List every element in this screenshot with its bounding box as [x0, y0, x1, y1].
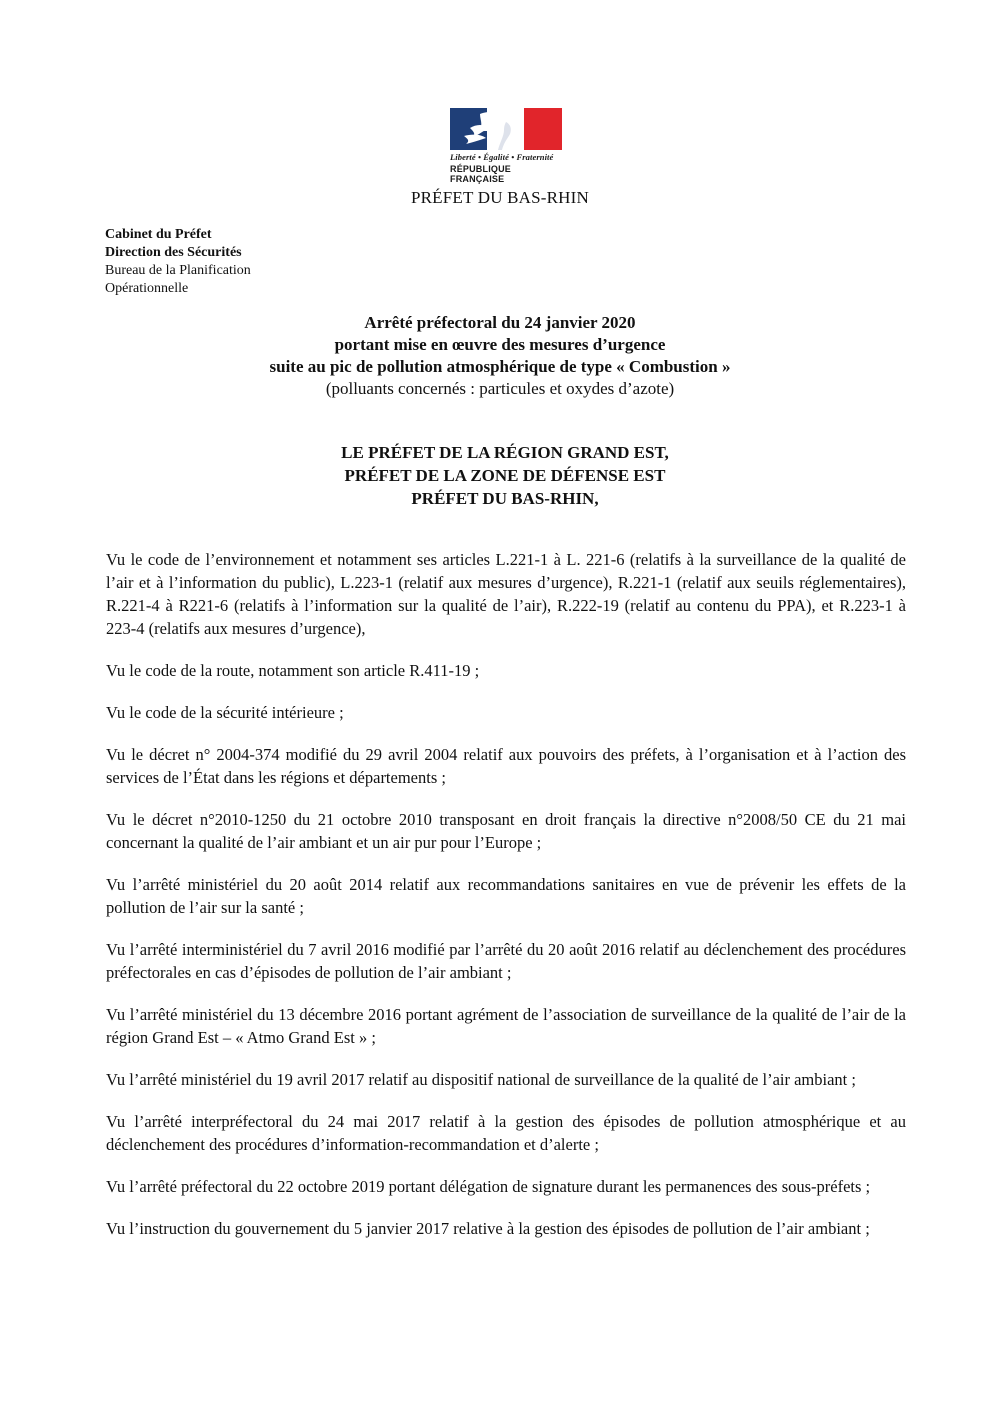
consideration-paragraph: Vu le décret n°2010-1250 du 21 octobre 2010 transposant en droit français la directive n°2008/50 CE du 21 mai concernant la qualité de l’air ambiant et un air pur pour l’Europe ;	[106, 810, 906, 852]
consideration-paragraph: Vu l’instruction du gouvernement du 5 janvier 2017 relative à la gestion des épisodes de pollution de l’air ambiant ;	[106, 1219, 870, 1238]
authority-line: PRÉFET DU BAS-RHIN,	[411, 489, 599, 508]
consideration-paragraph: Vu l’arrêté interpréfectoral du 24 mai 2017 relatif à la gestion des épisodes de pollution atmosphérique et au déclenchement des procédures d’information-recommandation et d’alerte ;	[106, 1112, 906, 1154]
sender-block	[105, 226, 251, 298]
authority-heading	[0, 441, 1000, 510]
title-line: portant mise en œuvre des mesures d’urgence	[334, 335, 666, 354]
consideration-paragraph: Vu le code de la sécurité intérieure ;	[106, 703, 344, 722]
authority-line: PRÉFET DE LA ZONE DE DÉFENSE EST	[344, 466, 666, 485]
title-line: suite au pic de pollution atmosphérique de type « Combustion »	[269, 357, 731, 376]
title-subline: (polluants concernés : particules et oxydes d’azote)	[325, 379, 675, 398]
republic-name: RÉPUBLIQUE FRANÇAISE	[450, 164, 512, 184]
consideration-paragraph: Vu l’arrêté interministériel du 7 avril 2016 modifié par l’arrêté du 20 août 2016 relatif au déclenchement des procédures préfectorales en cas d’épisodes de pollution de l’air ambiant ;	[106, 940, 906, 982]
consideration-paragraph: Vu l’arrêté ministériel du 13 décembre 2016 portant agrément de l’association de surveillance de la qualité de l’air de la région Grand Est – « Atmo Grand Est » ;	[106, 1005, 906, 1047]
considerations-list	[106, 548, 906, 1259]
consideration-paragraph: Vu le code de l’environnement et notamment ses articles L.221-1 à L. 221-6 (relatifs à la surveillance de la qualité de l’air et à l’information du public), L.223-1 (relatif aux mesures d’urgence), R.221-1 (relatif aux seuils réglementaires), R.221-4 à R221-6 (relatifs à l’information sur la qualité de l’air), R.222-19 (relatif au contenu du PPA), et R.223-1 à 223-4 (relatifs aux mesures d’urgence),	[106, 550, 906, 638]
sender-line: Bureau de la Planification	[105, 263, 251, 278]
consideration-paragraph: Vu le code de la route, notamment son article R.411-19 ;	[106, 661, 480, 680]
consideration-paragraph: Vu l’arrêté préfectoral du 22 octobre 2019 portant délégation de signature durant les permanences des sous-préfets ;	[106, 1177, 871, 1196]
sender-line: Direction des Sécurités	[105, 245, 242, 260]
prefecture-name: PRÉFET DU BAS-RHIN	[410, 188, 590, 207]
consideration-paragraph: Vu le décret n° 2004-374 modifié du 29 avril 2004 relatif aux pouvoirs des préfets, à l’organisation et à l’action des services de l’État dans les régions et départements ;	[106, 745, 906, 787]
marianne-flag-icon	[450, 108, 562, 150]
consideration-paragraph: Vu l’arrêté ministériel du 19 avril 2017 relatif au dispositif national de surveillance de la qualité de l’air ambiant ;	[106, 1070, 856, 1089]
republic-motto: Liberté • Égalité • Fraternité	[450, 152, 554, 162]
marianne-logo	[446, 108, 566, 184]
decree-title	[0, 312, 1000, 400]
authority-line: LE PRÉFET DE LA RÉGION GRAND EST,	[341, 443, 669, 462]
consideration-paragraph: Vu l’arrêté ministériel du 20 août 2014 relatif aux recommandations sanitaires en vue de prévenir les effets de la pollution de l’air sur la santé ;	[106, 875, 906, 917]
sender-line: Opérationnelle	[105, 281, 189, 296]
title-line: Arrêté préfectoral du 24 janvier 2020	[364, 313, 636, 332]
sender-line: Cabinet du Préfet	[105, 227, 212, 242]
